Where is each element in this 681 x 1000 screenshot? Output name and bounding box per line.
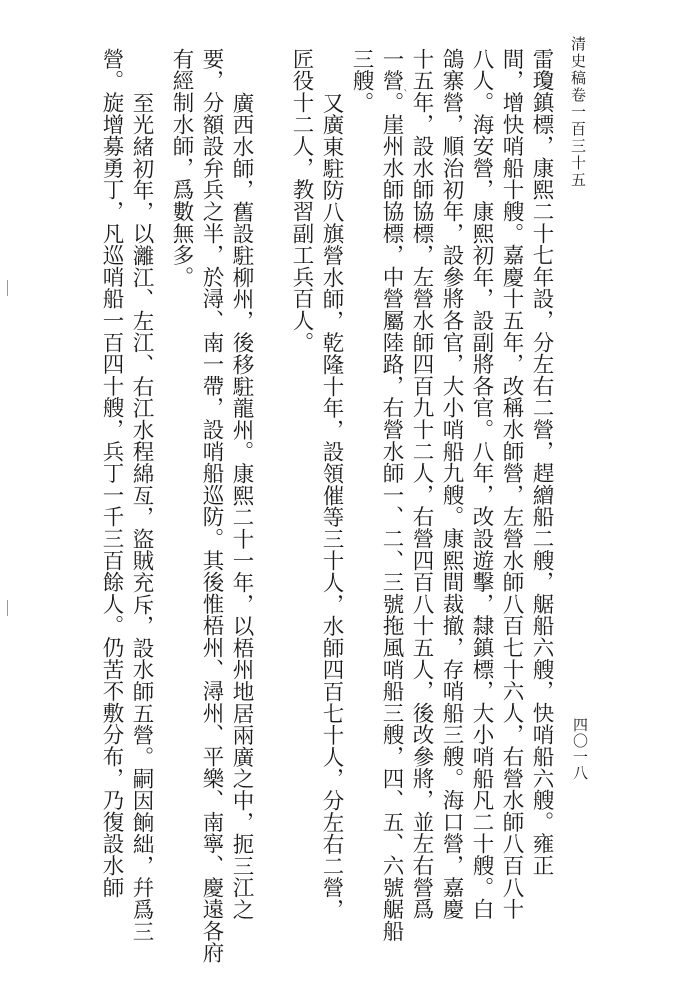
page-number: 四〇一八 — [571, 717, 589, 781]
running-head-title: 清史稿卷一百三十五 — [569, 36, 587, 189]
text-column: 三艘。 — [349, 48, 374, 114]
text-column: 要，分額設弁兵之半，於潯、南一帶，設哨船巡防。其後惟梧州、潯州、平樂、南寧、慶遠各府 — [199, 48, 224, 964]
scan-edge-mark — [7, 280, 8, 296]
text-column: 鴿寨營，順治初年，設參將各官，大小哨船九艘。康熙間裁撤，存哨船三艘。海口營，嘉慶 — [439, 48, 464, 920]
text-column: 匠役十二人，教習副工兵百人。 — [289, 48, 314, 354]
text-column: 間，增快哨船十艘。嘉慶十五年，改稱水師營，左營水師八百七十六人，右營水師八百八十 — [499, 48, 524, 920]
scan-edge-mark — [7, 600, 8, 616]
text-column: 廣西水師，舊設駐柳州，後移駐龍州。康熙二十一年，以梧州地居兩廣之中，扼三江之 — [229, 92, 254, 921]
text-column: 營。旋增募勇丁，凡巡哨船一百四十艘，兵丁一千三百餘人。仍苦不敷分布，乃復設水師 — [99, 48, 124, 899]
text-column: 雷瓊鎮標，康熙二十七年設，分左右二營，趕繒船二艘，艍船六艘，快哨船六艘。雍正 — [529, 48, 554, 877]
text-column: 一營。崖州水師協標，中營屬陸路，右營水師一、二、三號拖風哨船三艘，四、五、六號艍船 — [379, 48, 404, 942]
text-column: 至光緒初年，以灕江、左江、右江水程綿亙，盜賊充斥，設水師五營。嗣因餉絀，幷爲三 — [129, 92, 154, 943]
text-column: 八人。海安營，康熙初年，設副將各官。八年，改設遊擊，隸鎮標，大小哨船凡二十艘。白 — [469, 48, 494, 920]
text-column: 又廣東駐防八旗營水師，乾隆十年，設領催等三十人，水師四百七十人，分左右二營， — [319, 92, 344, 921]
text-column: 十五年，設水師協標，左營水師四百九十二人，右營四百八十五人，後改參將，並左右營爲 — [409, 48, 434, 920]
scan-speck: ` — [403, 88, 409, 102]
text-column: 有經制水師，爲數無多。 — [169, 48, 194, 288]
